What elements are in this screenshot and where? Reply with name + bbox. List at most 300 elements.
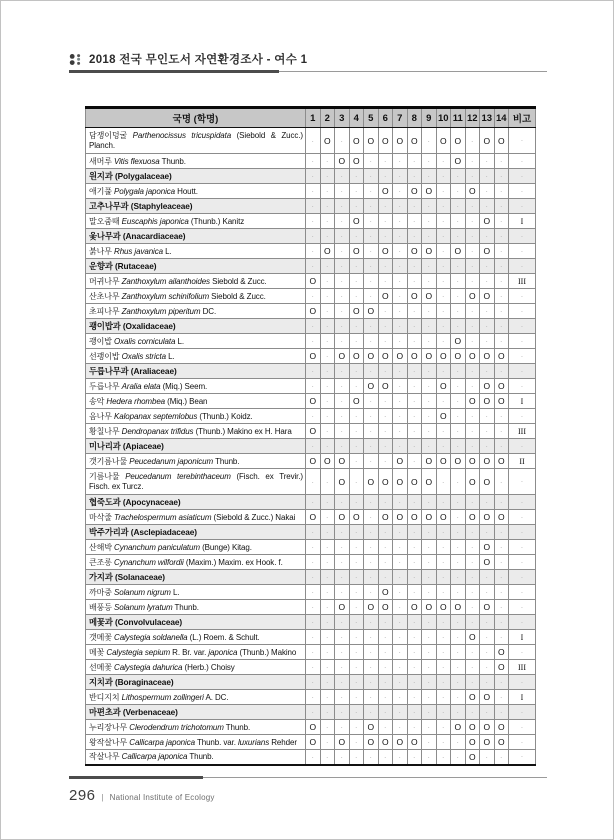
empty-mark-dot: · (354, 262, 358, 271)
site-mark-cell (494, 495, 509, 510)
plain-name-text: 옻나무과 (Anacardiaceae) (89, 231, 186, 241)
empty-mark-dot: · (354, 277, 358, 286)
site-mark-cell (306, 244, 321, 259)
site-mark-cell (393, 214, 408, 229)
site-mark-cell (393, 600, 408, 615)
family-row (86, 199, 536, 214)
empty-mark-dot: · (325, 678, 329, 687)
site-mark-cell (480, 439, 495, 454)
plain-name-text: 새머루 (89, 156, 115, 166)
site-mark-cell (436, 424, 451, 439)
plain-name-text: 협죽도과 (Apocynaceae) (89, 497, 181, 507)
empty-mark-dot: · (470, 412, 474, 421)
header-rule-dark (69, 70, 279, 73)
site-mark-cell (422, 495, 437, 510)
site-mark-cell: O (407, 289, 422, 304)
empty-mark-dot: · (470, 277, 474, 286)
empty-mark-dot: · (441, 543, 445, 552)
family-row (86, 570, 536, 585)
empty-mark-dot: · (470, 708, 474, 717)
site-mark-cell (364, 454, 379, 469)
site-mark-cell: O (306, 454, 321, 469)
site-mark-cell (349, 424, 364, 439)
site-mark-cell: O (378, 244, 393, 259)
site-mark-cell (378, 274, 393, 289)
plain-name-text: 왕작살나무 (89, 737, 130, 747)
empty-mark-dot: · (470, 217, 474, 226)
empty-mark-dot: · (427, 442, 431, 451)
species-name-cell (86, 540, 306, 555)
empty-mark-dot: · (398, 708, 402, 717)
empty-mark-dot: · (311, 412, 315, 421)
empty-mark-dot: · (412, 663, 416, 672)
empty-mark-dot: · (499, 202, 503, 211)
empty-mark-dot: · (499, 322, 503, 331)
site-mark-cell (320, 319, 335, 334)
site-mark-cell: O (407, 735, 422, 750)
site-mark-cell (407, 259, 422, 274)
site-mark-cell (306, 334, 321, 349)
family-name-cell (86, 259, 306, 274)
empty-mark-dot: · (369, 217, 373, 226)
plain-name-text: Thunb. (223, 722, 251, 732)
site-mark-cell (364, 259, 379, 274)
site-mark-cell (422, 570, 437, 585)
empty-mark-dot: · (354, 477, 358, 487)
site-mark-cell: O (378, 585, 393, 600)
empty-mark-dot: · (470, 573, 474, 582)
site-mark-cell: O (465, 349, 480, 364)
site-mark-cell: O (422, 349, 437, 364)
empty-mark-dot: · (520, 136, 524, 145)
site-mark-cell (480, 259, 495, 274)
site-mark-cell: O (306, 394, 321, 409)
plain-name-text: 초피나무 (89, 306, 122, 316)
empty-mark-dot: · (369, 322, 373, 331)
empty-mark-dot: · (340, 292, 344, 301)
family-row (86, 525, 536, 540)
empty-mark-dot: · (383, 543, 387, 552)
empty-mark-dot: · (369, 752, 373, 762)
site-mark-cell (451, 615, 466, 630)
site-mark-cell (364, 394, 379, 409)
empty-mark-dot: · (340, 337, 344, 346)
site-mark-cell (306, 259, 321, 274)
site-mark-cell (451, 214, 466, 229)
species-row (86, 630, 536, 645)
site-mark-cell (480, 229, 495, 244)
site-mark-cell (364, 585, 379, 600)
site-mark-cell (349, 469, 364, 495)
empty-mark-dot: · (427, 277, 431, 286)
site-mark-cell: O (465, 750, 480, 765)
empty-mark-dot: · (340, 752, 344, 762)
site-mark-cell (349, 379, 364, 394)
empty-mark-dot: · (340, 442, 344, 451)
family-name-cell (86, 705, 306, 720)
empty-mark-dot: · (311, 678, 315, 687)
plain-name-text: 담쟁이덩굴 (89, 130, 133, 140)
site-mark-cell (378, 304, 393, 319)
site-mark-cell (494, 540, 509, 555)
empty-mark-dot: · (340, 187, 344, 196)
site-mark-cell: O (349, 154, 364, 169)
site-mark-cell (480, 199, 495, 214)
empty-mark-dot: · (499, 558, 503, 567)
scientific-name: Vitis flexuosa (114, 156, 160, 166)
site-mark-cell (320, 660, 335, 675)
site-mark-cell: O (393, 469, 408, 495)
empty-mark-dot: · (383, 633, 387, 642)
empty-mark-dot: · (398, 678, 402, 687)
site-mark-cell (378, 615, 393, 630)
plain-name-text: 미나리과 (Apiaceae) (89, 441, 164, 451)
empty-mark-dot: · (383, 663, 387, 672)
site-mark-cell (494, 555, 509, 570)
site-mark-cell: O (364, 469, 379, 495)
quad-dot-bullet-icon (69, 53, 82, 66)
remark-cell: III (509, 424, 536, 439)
site-mark-cell: O (422, 289, 437, 304)
site-mark-cell (422, 660, 437, 675)
site-mark-cell (393, 244, 408, 259)
site-mark-cell (407, 379, 422, 394)
empty-mark-dot: · (485, 678, 489, 687)
site-mark-cell: O (407, 128, 422, 154)
site-mark-cell (393, 540, 408, 555)
remark-cell (509, 615, 536, 630)
site-mark-cell (393, 259, 408, 274)
site-mark-cell (364, 540, 379, 555)
empty-mark-dot: · (520, 497, 524, 507)
empty-mark-dot: · (412, 558, 416, 567)
empty-mark-dot: · (485, 322, 489, 331)
empty-mark-dot: · (427, 738, 431, 747)
empty-mark-dot: · (325, 382, 329, 391)
site-mark-cell (349, 690, 364, 705)
empty-mark-dot: · (383, 412, 387, 421)
site-mark-cell (480, 424, 495, 439)
site-mark-cell (364, 289, 379, 304)
site-mark-cell (436, 705, 451, 720)
empty-mark-dot: · (369, 513, 373, 522)
site-mark-cell (393, 229, 408, 244)
site-mark-cell (349, 555, 364, 570)
empty-mark-dot: · (470, 382, 474, 391)
running-header (69, 51, 547, 75)
site-mark-cell (378, 570, 393, 585)
site-mark-cell (422, 364, 437, 379)
site-mark-cell: O (422, 510, 437, 525)
species-name-cell (86, 454, 306, 469)
site-mark-cell (349, 364, 364, 379)
site-mark-cell (465, 154, 480, 169)
species-name-cell (86, 555, 306, 570)
site-mark-cell (306, 600, 321, 615)
empty-mark-dot: · (325, 397, 329, 406)
empty-mark-dot: · (398, 633, 402, 642)
remark-cell (509, 184, 536, 199)
remark-cell (509, 675, 536, 690)
empty-mark-dot: · (427, 558, 431, 567)
site-mark-cell (378, 394, 393, 409)
site-mark-cell (407, 364, 422, 379)
site-mark-cell (364, 570, 379, 585)
col-header-site-9: 9 (422, 108, 437, 128)
species-row (86, 304, 536, 319)
family-name-cell (86, 229, 306, 244)
site-mark-cell (335, 720, 350, 735)
site-mark-cell: O (494, 645, 509, 660)
plain-name-text: Siebold & Zucc. (209, 291, 266, 301)
remark-cell: III (509, 274, 536, 289)
empty-mark-dot: · (485, 618, 489, 627)
empty-mark-dot: · (311, 588, 315, 597)
site-mark-cell: O (465, 630, 480, 645)
site-mark-cell (407, 214, 422, 229)
site-mark-cell (320, 379, 335, 394)
site-mark-cell: O (465, 454, 480, 469)
empty-mark-dot: · (340, 558, 344, 567)
remark-cell: II (509, 454, 536, 469)
empty-mark-dot: · (499, 618, 503, 627)
empty-mark-dot: · (354, 498, 358, 507)
col-header-site-8: 8 (407, 108, 422, 128)
empty-mark-dot: · (398, 187, 402, 196)
site-mark-cell (364, 169, 379, 184)
empty-mark-dot: · (427, 262, 431, 271)
family-row (86, 675, 536, 690)
empty-mark-dot: · (354, 442, 358, 451)
site-mark-cell (465, 615, 480, 630)
empty-mark-dot: · (427, 648, 431, 657)
site-mark-cell (349, 334, 364, 349)
col-header-site-4: 4 (349, 108, 364, 128)
site-mark-cell (320, 570, 335, 585)
site-mark-cell (378, 214, 393, 229)
site-mark-cell (335, 690, 350, 705)
site-mark-cell (407, 274, 422, 289)
site-mark-cell (451, 274, 466, 289)
empty-mark-dot: · (325, 752, 329, 762)
empty-mark-dot: · (520, 291, 524, 301)
plain-name-text: 마편초과 (Verbenaceae) (89, 707, 178, 717)
species-row (86, 409, 536, 424)
family-name-cell (86, 675, 306, 690)
site-mark-cell (364, 495, 379, 510)
empty-mark-dot: · (456, 442, 460, 451)
empty-mark-dot: · (456, 693, 460, 702)
empty-mark-dot: · (369, 412, 373, 421)
species-row (86, 394, 536, 409)
site-mark-cell (422, 645, 437, 660)
site-mark-cell (465, 334, 480, 349)
site-mark-cell (451, 304, 466, 319)
site-mark-cell (480, 630, 495, 645)
empty-mark-dot: · (456, 412, 460, 421)
site-mark-cell: O (480, 735, 495, 750)
site-mark-cell (393, 409, 408, 424)
empty-mark-dot: · (470, 136, 474, 146)
site-mark-cell (393, 720, 408, 735)
empty-mark-dot: · (412, 528, 416, 537)
remark-cell (509, 364, 536, 379)
empty-mark-dot: · (311, 558, 315, 567)
empty-mark-dot: · (412, 708, 416, 717)
site-mark-cell: O (335, 735, 350, 750)
site-mark-cell (349, 274, 364, 289)
empty-mark-dot: · (383, 337, 387, 346)
site-mark-cell (422, 304, 437, 319)
empty-mark-dot: · (354, 172, 358, 181)
empty-mark-dot: · (520, 171, 524, 181)
empty-mark-dot: · (340, 412, 344, 421)
site-mark-cell (335, 184, 350, 199)
site-mark-cell: O (436, 349, 451, 364)
site-mark-cell: O (306, 720, 321, 735)
site-mark-cell (378, 705, 393, 720)
site-mark-cell (335, 409, 350, 424)
empty-mark-dot: · (383, 322, 387, 331)
empty-mark-dot: · (398, 322, 402, 331)
empty-mark-dot: · (441, 307, 445, 316)
site-mark-cell: O (364, 720, 379, 735)
site-mark-cell (465, 214, 480, 229)
empty-mark-dot: · (311, 322, 315, 331)
empty-mark-dot: · (354, 618, 358, 627)
site-mark-cell (335, 169, 350, 184)
empty-mark-dot: · (456, 648, 460, 657)
species-row (86, 469, 536, 495)
empty-mark-dot: · (485, 588, 489, 597)
plain-name-text: 누리장나무 (89, 722, 130, 732)
empty-mark-dot: · (398, 663, 402, 672)
site-mark-cell (378, 199, 393, 214)
site-mark-cell (306, 169, 321, 184)
empty-mark-dot: · (441, 292, 445, 301)
site-mark-cell (465, 570, 480, 585)
site-mark-cell (480, 364, 495, 379)
site-mark-cell (378, 495, 393, 510)
site-mark-cell (393, 690, 408, 705)
empty-mark-dot: · (441, 738, 445, 747)
empty-mark-dot: · (456, 708, 460, 717)
empty-mark-dot: · (340, 262, 344, 271)
scientific-name: japonica (208, 647, 238, 657)
plain-name-text: 기름나물 (89, 471, 126, 481)
empty-mark-dot: · (354, 232, 358, 241)
empty-mark-dot: · (456, 477, 460, 487)
species-name-cell (86, 735, 306, 750)
empty-mark-dot: · (412, 457, 416, 466)
site-mark-cell (436, 495, 451, 510)
empty-mark-dot: · (369, 633, 373, 642)
remark-cell (509, 439, 536, 454)
empty-mark-dot: · (383, 367, 387, 376)
species-name-cell (86, 128, 306, 154)
site-mark-cell (306, 525, 321, 540)
site-mark-cell: O (451, 349, 466, 364)
site-mark-cell (378, 750, 393, 765)
plain-name-text: (Miq.) Seem. (160, 381, 208, 391)
empty-mark-dot: · (456, 498, 460, 507)
empty-mark-dot: · (520, 351, 524, 361)
empty-mark-dot: · (441, 172, 445, 181)
site-mark-cell (480, 184, 495, 199)
site-mark-cell (320, 169, 335, 184)
site-mark-cell (451, 540, 466, 555)
site-mark-cell (451, 570, 466, 585)
empty-mark-dot: · (412, 232, 416, 241)
empty-mark-dot: · (340, 367, 344, 376)
remark-cell (509, 334, 536, 349)
site-mark-cell (436, 645, 451, 660)
site-mark-cell (335, 750, 350, 765)
empty-mark-dot: · (311, 247, 315, 256)
site-mark-cell (349, 525, 364, 540)
empty-mark-dot: · (470, 157, 474, 166)
species-name-cell (86, 349, 306, 364)
plain-name-text: (L.) Roem. & Schult. (187, 632, 260, 642)
site-mark-cell (306, 630, 321, 645)
site-mark-cell (335, 705, 350, 720)
family-name-cell (86, 199, 306, 214)
site-mark-cell (364, 274, 379, 289)
empty-mark-dot: · (354, 367, 358, 376)
empty-mark-dot: · (499, 157, 503, 166)
site-mark-cell (349, 259, 364, 274)
site-mark-cell (320, 510, 335, 525)
empty-mark-dot: · (340, 633, 344, 642)
empty-mark-dot: · (354, 752, 358, 762)
site-mark-cell (364, 244, 379, 259)
empty-mark-dot: · (398, 543, 402, 552)
site-mark-cell (422, 630, 437, 645)
empty-mark-dot: · (354, 633, 358, 642)
site-mark-cell (407, 439, 422, 454)
empty-mark-dot: · (485, 187, 489, 196)
empty-mark-dot: · (520, 752, 524, 762)
empty-mark-dot: · (441, 708, 445, 717)
empty-mark-dot: · (340, 498, 344, 507)
empty-mark-dot: · (456, 513, 460, 522)
site-mark-cell: O (320, 244, 335, 259)
site-mark-cell: O (378, 510, 393, 525)
site-mark-cell (320, 349, 335, 364)
empty-mark-dot: · (441, 367, 445, 376)
empty-mark-dot: · (470, 427, 474, 436)
site-mark-cell (393, 169, 408, 184)
species-name-cell (86, 424, 306, 439)
site-mark-cell (436, 199, 451, 214)
site-mark-cell: O (335, 510, 350, 525)
plain-name-text: 메꽃 (89, 647, 107, 657)
site-mark-cell (451, 510, 466, 525)
empty-mark-dot: · (311, 618, 315, 627)
empty-mark-dot: · (383, 172, 387, 181)
species-name-cell (86, 304, 306, 319)
site-mark-cell (422, 379, 437, 394)
site-mark-cell (407, 630, 422, 645)
site-mark-cell: O (306, 349, 321, 364)
site-mark-cell (480, 675, 495, 690)
empty-mark-dot: · (427, 723, 431, 732)
site-mark-cell (320, 394, 335, 409)
col-header-site-7: 7 (393, 108, 408, 128)
site-mark-cell (393, 154, 408, 169)
scientific-name: Peucedanum terebinthaceum (125, 471, 231, 481)
site-mark-cell (335, 439, 350, 454)
